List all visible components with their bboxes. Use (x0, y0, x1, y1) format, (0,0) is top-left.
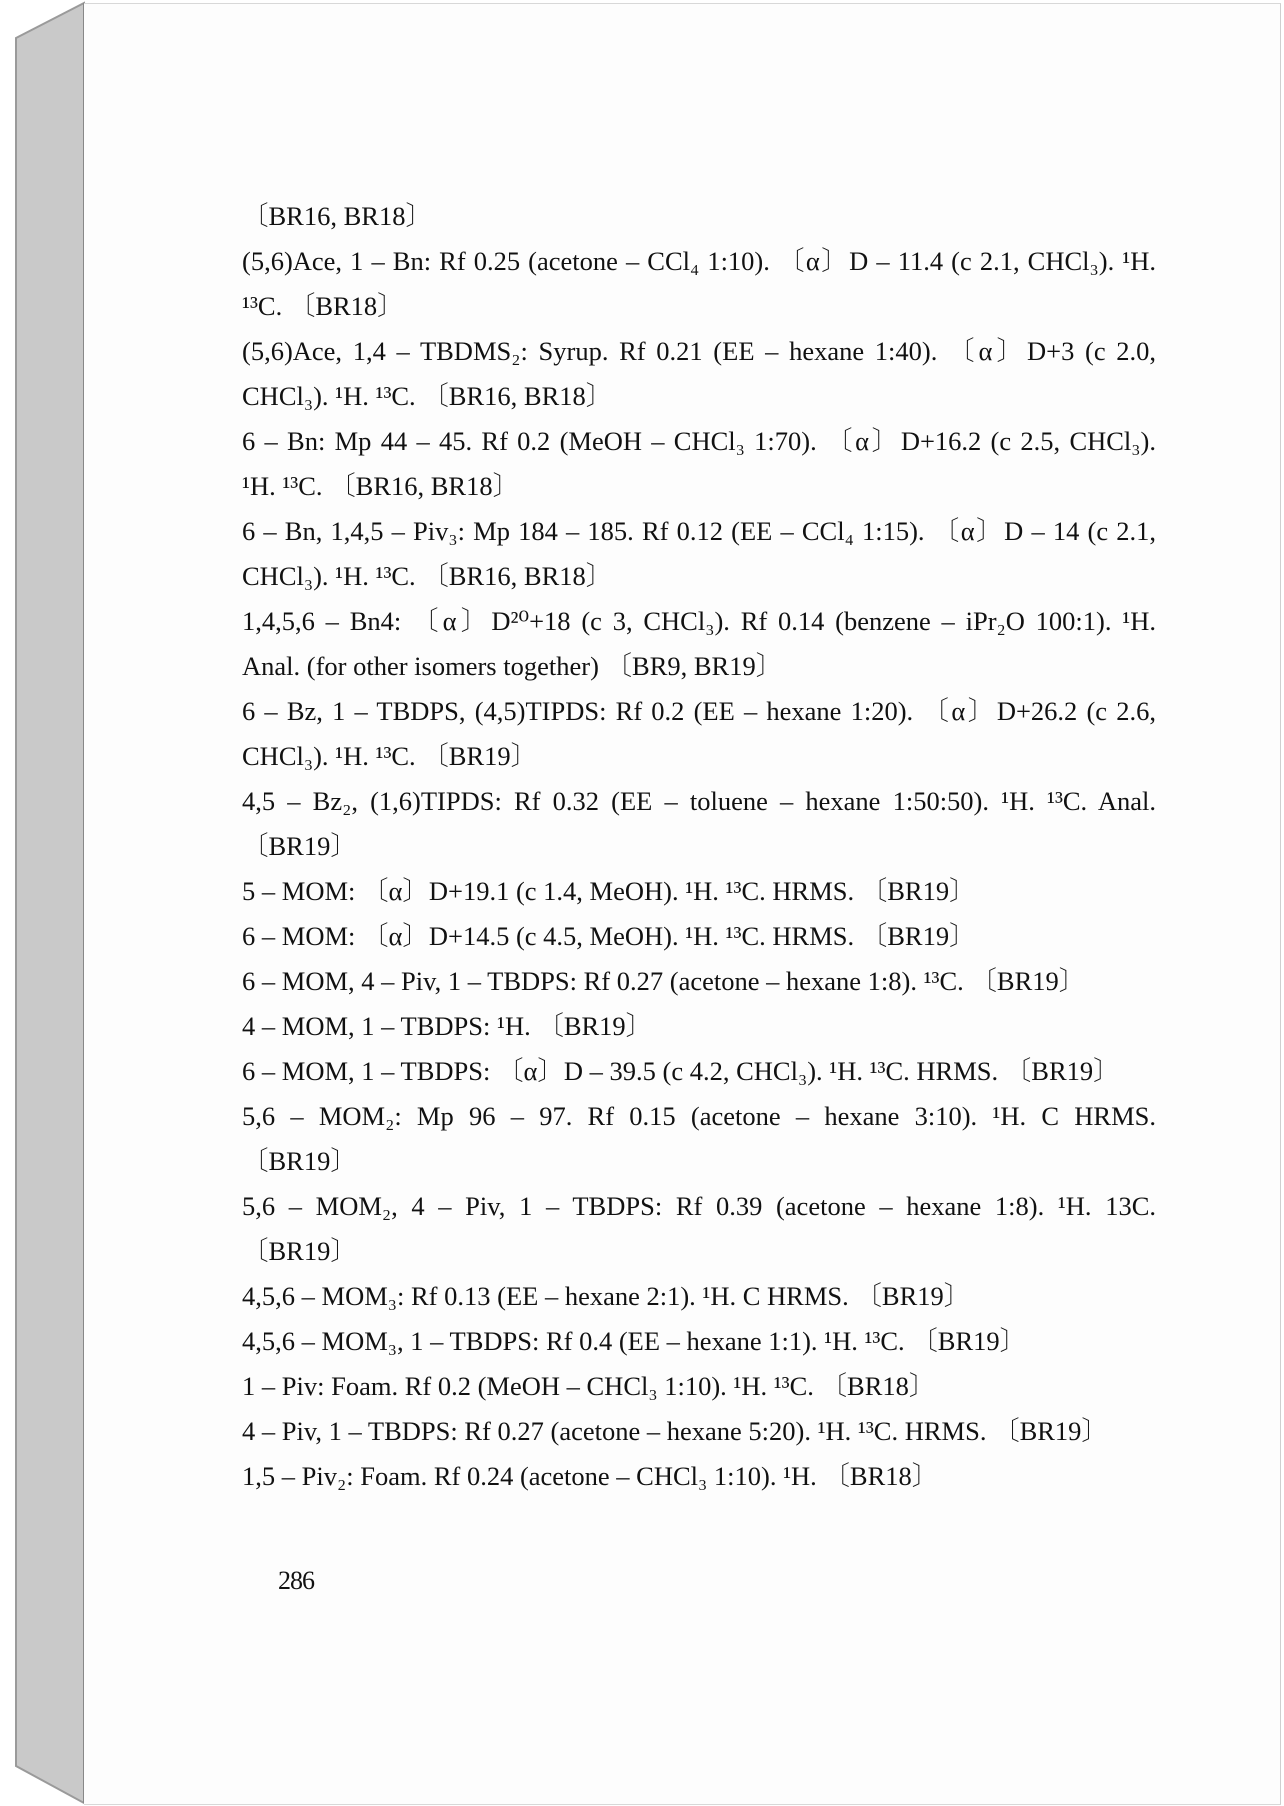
text-line: 5,6 – MOM₂, 4 – Piv, 1 – TBDPS: Rf 0.39 (acetone – hexane 1:8). ¹H. 13C. (242, 1191, 1156, 1221)
text-line: 4,5,6 – MOM₃: Rf 0.13 (EE – hexane 2:1). ¹H. C HRMS. 〔BR19〕 (242, 1281, 971, 1311)
text-line: ¹³C. 〔BR18〕 (242, 291, 404, 321)
text-line: 1 – Piv: Foam. Rf 0.2 (MeOH – CHCl₃ 1:10). ¹H. ¹³C. 〔BR18〕 (242, 1371, 936, 1401)
text-line: 6 – MOM, 1 – TBDPS: 〔α〕D – 39.5 (c 4.2, CHCl₃). ¹H. ¹³C. HRMS. 〔BR19〕 (242, 1056, 1120, 1086)
text-line: 〔BR16, BR18〕 (242, 201, 432, 231)
page-number: 286 (278, 1566, 314, 1595)
text-line: ¹H. ¹³C. 〔BR16, BR18〕 (242, 471, 520, 501)
page-body-text (242, 194, 1156, 1499)
text-line: (5,6)Ace, 1 – Bn: Rf 0.25 (acetone – CCl₄ 1:10). 〔α〕D – 11.4 (c 2.1, CHCl₃). ¹H. (242, 246, 1156, 276)
text-line: 〔BR19〕 (242, 1236, 357, 1266)
text-line: 6 – Bz, 1 – TBDPS, (4,5)TIPDS: Rf 0.2 (EE – hexane 1:20). 〔α〕D+26.2 (c 2.6, (242, 696, 1156, 726)
text-line: 〔BR19〕 (242, 831, 357, 861)
text-line: 4,5,6 – MOM₃, 1 – TBDPS: Rf 0.4 (EE – hexane 1:1). ¹H. ¹³C. 〔BR19〕 (242, 1326, 1027, 1356)
text-line: CHCl₃). ¹H. ¹³C. 〔BR16, BR18〕 (242, 381, 613, 411)
text-line: 4 – MOM, 1 – TBDPS: ¹H. 〔BR19〕 (242, 1011, 653, 1041)
text-line: Anal. (for other isomers together) 〔BR9, BR19〕 (242, 651, 783, 681)
text-line: 5,6 – MOM₂: Mp 96 – 97. Rf 0.15 (acetone – hexane 3:10). ¹H. C HRMS. (242, 1101, 1156, 1131)
text-line: 4,5 – Bz₂, (1,6)TIPDS: Rf 0.32 (EE – toluene – hexane 1:50:50). ¹H. ¹³C. Anal. (242, 786, 1156, 816)
text-line: 1,5 – Piv₂: Foam. Rf 0.24 (acetone – CHCl₃ 1:10). ¹H. 〔BR18〕 (242, 1461, 939, 1491)
text-line: CHCl₃). ¹H. ¹³C. 〔BR19〕 (242, 741, 538, 771)
text-line: 6 – Bn: Mp 44 – 45. Rf 0.2 (MeOH – CHCl₃ 1:70). 〔α〕D+16.2 (c 2.5, CHCl₃). (242, 426, 1156, 456)
text-line: 1,4,5,6 – Bn4: 〔α〕D²⁰+18 (c 3, CHCl₃). Rf 0.14 (benzene – iPr₂O 100:1). ¹H. (242, 606, 1156, 636)
text-line: 6 – MOM: 〔α〕D+14.5 (c 4.5, MeOH). ¹H. ¹³C. HRMS. 〔BR19〕 (242, 921, 976, 951)
text-line: 4 – Piv, 1 – TBDPS: Rf 0.27 (acetone – hexane 5:20). ¹H. ¹³C. HRMS. 〔BR19〕 (242, 1416, 1108, 1446)
text-line: 〔BR19〕 (242, 1146, 357, 1176)
text-line: 6 – MOM, 4 – Piv, 1 – TBDPS: Rf 0.27 (acetone – hexane 1:8). ¹³C. 〔BR19〕 (242, 966, 1086, 996)
text-line: CHCl₃). ¹H. ¹³C. 〔BR16, BR18〕 (242, 561, 613, 591)
text-line: 6 – Bn, 1,4,5 – Piv₃: Mp 184 – 185. Rf 0.12 (EE – CCl₄ 1:15). 〔α〕D – 14 (c 2.1, (242, 516, 1156, 546)
text-line: 5 – MOM: 〔α〕D+19.1 (c 1.4, MeOH). ¹H. ¹³C. HRMS. 〔BR19〕 (242, 876, 976, 906)
text-line: (5,6)Ace, 1,4 – TBDMS₂: Syrup. Rf 0.21 (EE – hexane 1:40). 〔α〕D+3 (c 2.0, (242, 336, 1156, 366)
